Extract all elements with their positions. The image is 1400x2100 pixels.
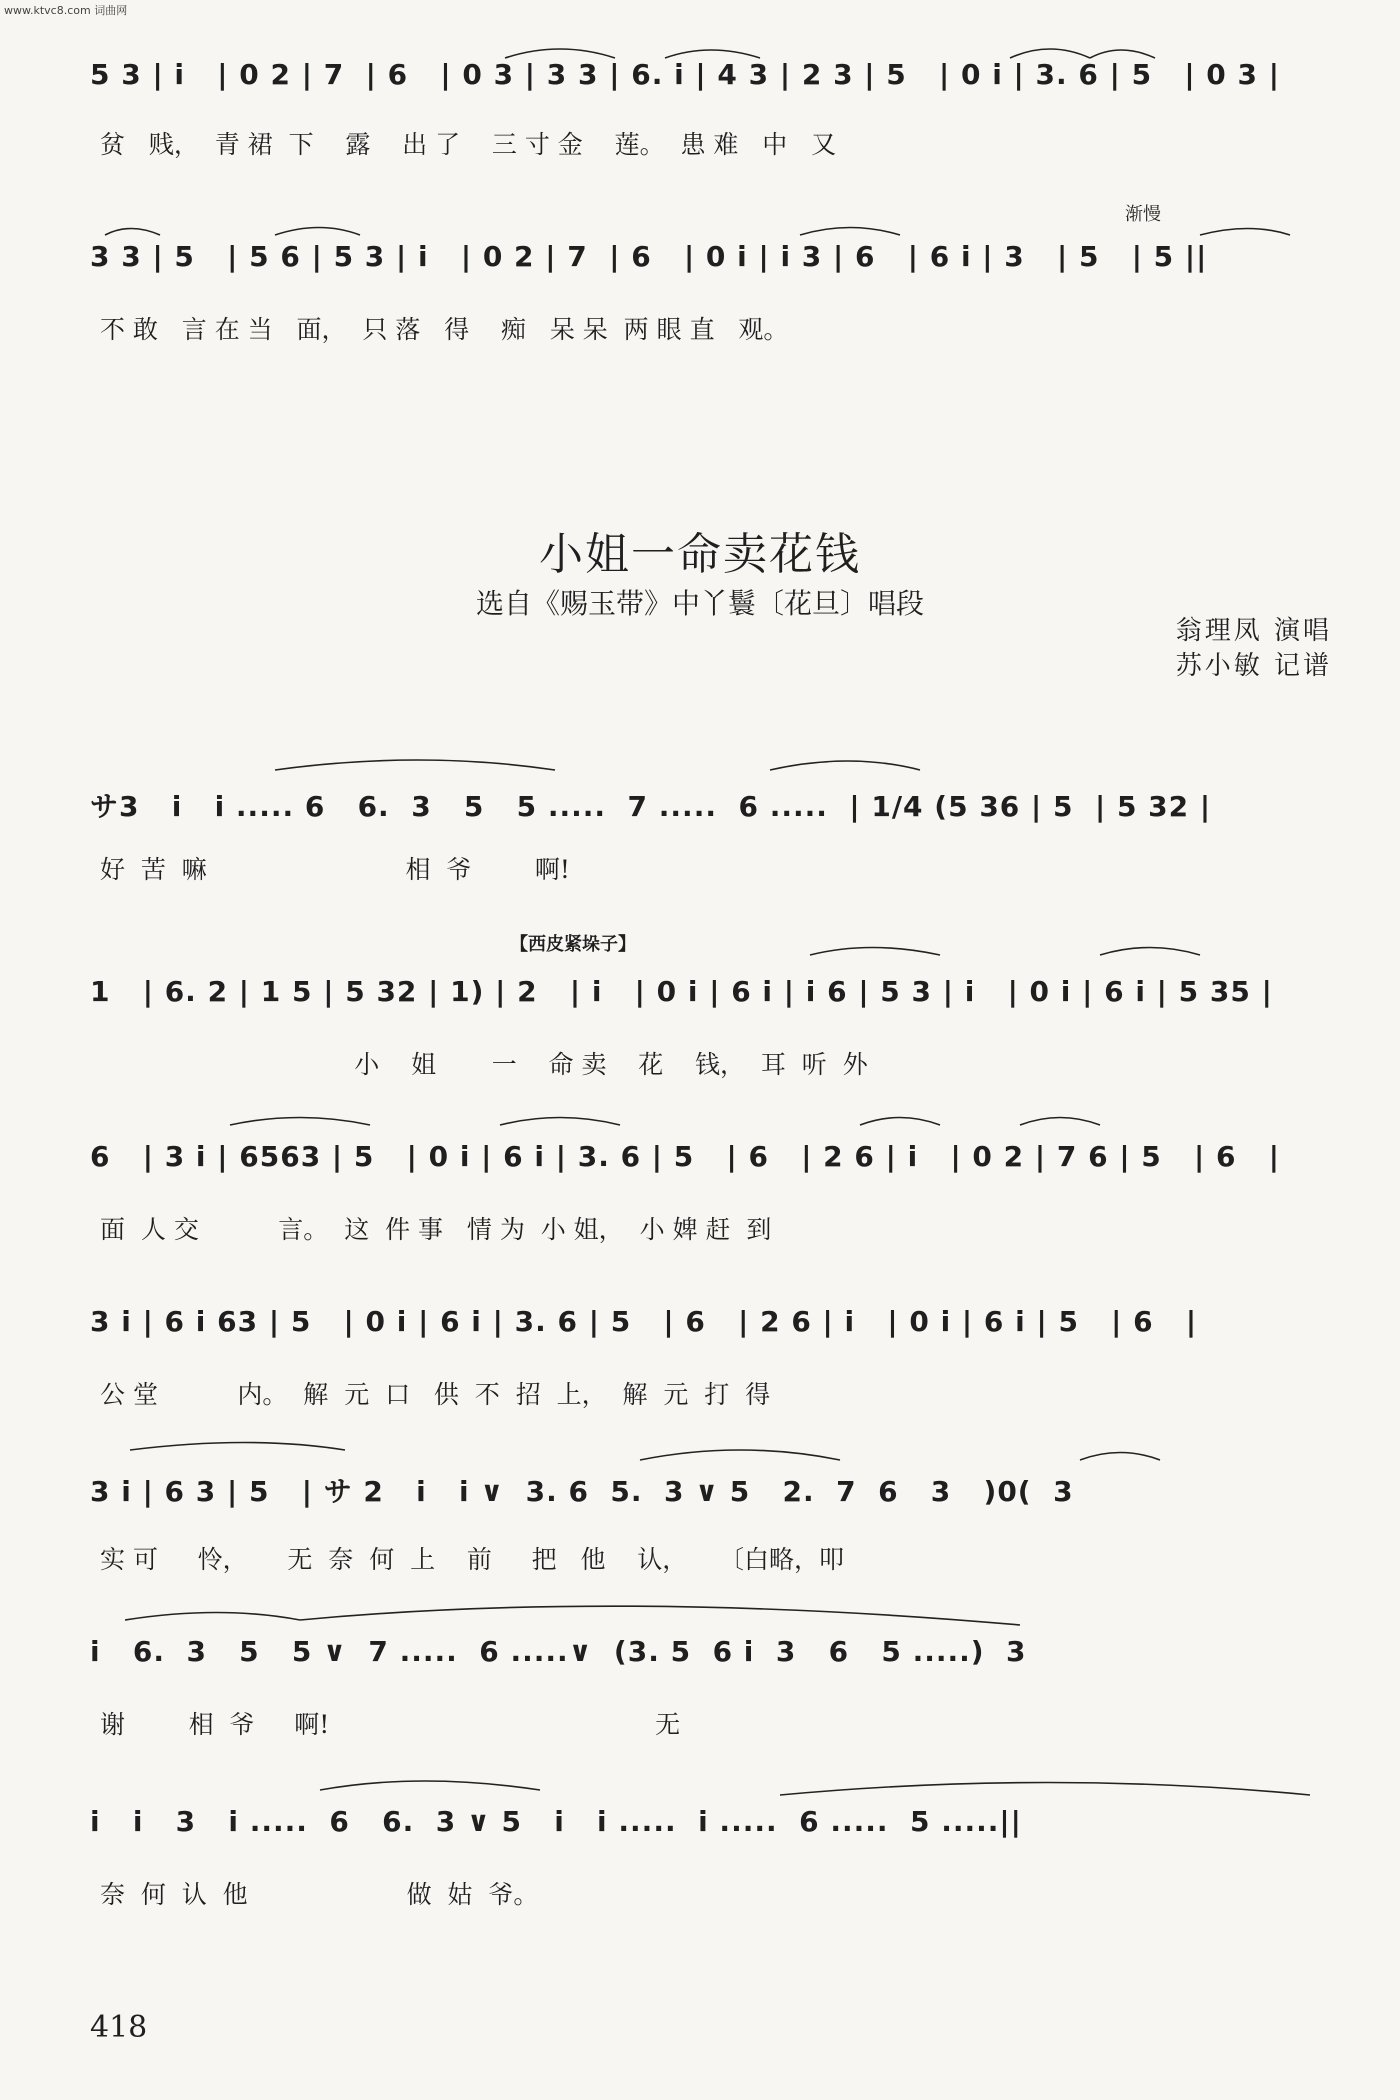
slur [505, 49, 615, 58]
singer-credit: 翁理凤 演唱 [1175, 616, 1332, 646]
song-subtitle: 选自《赐玉带》中丫鬟〔花旦〕唱段 [475, 587, 924, 620]
lyric-line-9: 奈 何 认 他 做 姑 爷。 [100, 1880, 539, 1909]
slur [770, 761, 920, 770]
slur [810, 948, 940, 956]
notation-line-6: 3 i | 6 i 63 | 5 | 0 i | 6 i | 3. 6 | 5 | 6 | 2 6 | i | 0 i | 6 i | 5 | 6 | [90, 1305, 1198, 1338]
slur [860, 1118, 940, 1126]
slur [125, 1613, 300, 1621]
lyric-line-5: 面 人 交 言。 这 件 事 情 为 小 姐， 小 婢 赶 到 [100, 1215, 772, 1244]
slur [665, 50, 760, 58]
lyric-line-1: 贫 贱， 青 裙 下 露 出 了 三 寸 金 莲。 患 难 中 又 [100, 130, 837, 159]
notation-line-7: 3 i | 6 3 | 5 | サ 2 i i ∨ 3. 6 5. 3 ∨ 5 2. 7 6 3 )0( 3 [90, 1475, 1074, 1508]
lyric-line-8: 谢 相 爷 啊! 无 [100, 1710, 681, 1739]
slur [320, 1781, 540, 1790]
slur [275, 760, 555, 770]
slur [1100, 948, 1200, 956]
slur [130, 1443, 345, 1451]
slur [1090, 50, 1155, 58]
section-label: 【西皮紧垛子】 [510, 934, 636, 955]
slur [800, 228, 900, 236]
notation-line-3: サ3 i i ..... 6 6. 3 5 5 ..... 7 ..... 6 ..... | 1/4 (5 36 | 5 | 5 32 | [90, 790, 1212, 823]
notation-line-2: 3 3 | 5 | 5 6 | 5 3 | i | 0 2 | 7 | 6 | 0 i | i 3 | 6 | 6 i | 3 | 5 | 5 || [90, 240, 1208, 273]
slur [1200, 229, 1290, 236]
notation-line-1: 5 3 | i | 0 2 | 7 | 6 | 0 3 | 3 3 | 6. i | 4 3 | 2 3 | 5 | 0 i | 3. 6 | 5 | 0 3 | [90, 58, 1280, 91]
tempo-mark: 渐慢 [1125, 204, 1161, 225]
slur [275, 228, 360, 236]
slur [640, 1450, 840, 1460]
slur [780, 1783, 1310, 1796]
slur [500, 1118, 620, 1126]
page-number: 418 [90, 2010, 148, 2045]
site-watermark: www.ktvc8.com 词曲网 [4, 4, 128, 17]
lyric-line-2: 不 敢 言 在 当 面， 只 落 得 痴 呆 呆 两 眼 直 观。 [100, 315, 789, 344]
slur [300, 1606, 1020, 1625]
lyric-line-4: 小 姐 一 命 卖 花 钱， 耳 听 外 [100, 1050, 868, 1079]
notation-line-8: i 6. 3 5 5 ∨ 7 ..... 6 .....∨ (3. 5 6 i 3 6 5 .....) 3 [90, 1635, 1027, 1668]
slur [1080, 1453, 1160, 1461]
lyric-line-3: 好 苦 嘛 相 爷 啊! [100, 855, 570, 884]
lyric-line-6: 公 堂 内。 解 元 口 供 不 招 上， 解 元 打 得 [100, 1380, 771, 1409]
lyric-line-7: 实 可 怜， 无 奈 何 上 前 把 他 认， 〔白略，叩 [100, 1545, 845, 1574]
slur [230, 1118, 370, 1126]
slur [105, 229, 160, 236]
song-title: 小姐一命卖花钱 [539, 529, 861, 580]
notation-line-5: 6 | 3 i | 6563 | 5 | 0 i | 6 i | 3. 6 | 5 | 6 | 2 6 | i | 0 2 | 7 6 | 5 | 6 | [90, 1140, 1280, 1173]
slur [1020, 1118, 1100, 1126]
notation-line-9: i i 3 i ..... 6 6. 3 ∨ 5 i i ..... i ..... 6 ..... 5 .....|| [90, 1805, 1022, 1838]
slur [1010, 49, 1090, 58]
transcriber-credit: 苏小敏 记谱 [1175, 651, 1332, 681]
notation-line-4: 1 | 6. 2 | 1 5 | 5 32 | 1) | 2 | i | 0 i | 6 i | i 6 | 5 3 | i | 0 i | 6 i | 5 35 | [90, 975, 1273, 1008]
